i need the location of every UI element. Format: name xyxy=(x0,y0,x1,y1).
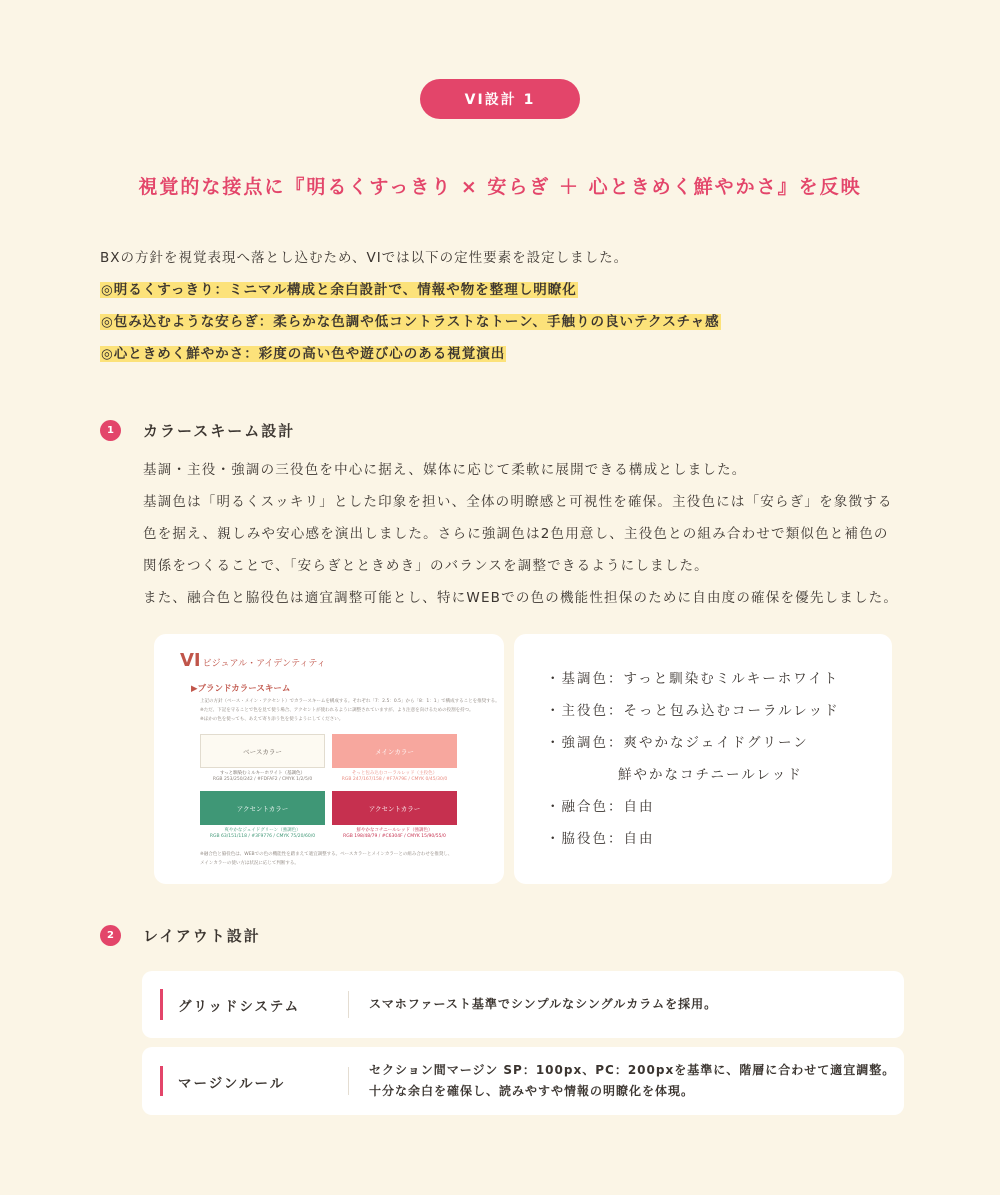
swatch-caption: 鮮やかなコチニールレッド（強調色） xyxy=(356,828,433,833)
section-title: レイアウト設計 xyxy=(143,927,261,945)
vi-subheading: ▶ブランドカラースキーム xyxy=(191,684,291,694)
list-item: ・脇役色：自由 xyxy=(546,831,655,847)
intro-block xyxy=(100,248,721,376)
layout-row-label: マージンルール xyxy=(178,1076,286,1092)
color-role-list xyxy=(546,670,840,862)
layout-row-label: グリッドシステム xyxy=(178,999,301,1015)
list-item: ・主役色：そっと包み込むコーラルレッド xyxy=(546,703,840,719)
swatch-caption: RGB 63/151/118 / #3F9776 / CMYK 75/20/60/0 xyxy=(209,834,316,839)
vi-footer-note: ※融合色と脇役色は、WEBでの色の機能性を踏まえて適宜調整する。ベースカラーとメインカラーとの組み合わせを推奨し、 xyxy=(200,852,453,857)
list-item: ・強調色：爽やかなジェイドグリーン xyxy=(546,735,809,751)
layout-row-text xyxy=(369,1060,895,1102)
section-badge: VI設計 1 xyxy=(420,79,580,119)
section-title: カラースキーム設計 xyxy=(143,422,296,440)
layout-row-text-line: セクション間マージン SP：100px、PC：200pxを基準に、階層に合わせて適宜調整。 xyxy=(369,1063,896,1077)
body-line: 色を据え、親しみや安心感を演出しました。さらに強調色は2色用意し、主役色との組み合わせで類似色と補色の xyxy=(143,526,889,542)
accent-bar xyxy=(160,1066,163,1096)
swatch-caption: 爽やかなジェイドグリーン（強調色） xyxy=(224,828,301,833)
section-2-heading xyxy=(100,925,261,946)
section-1-body xyxy=(143,460,898,620)
swatch-caption: RGB 247/167/158 / #F7A79E / CMYK 0/45/30/0 xyxy=(341,777,448,782)
swatch-main-color: メインカラー xyxy=(332,734,457,768)
section-number-badge: 1 xyxy=(100,420,121,441)
vi-note: ※ただ、下記を守ることで色を見て使う場合、アクセントが使われるように調整されていますが、より注意を向けるための役割を持つ。 xyxy=(200,708,474,713)
color-role-list-card xyxy=(514,634,892,884)
vi-title-big: VI xyxy=(180,650,201,671)
list-item: ・基調色：すっと馴染むミルキーホワイト xyxy=(546,671,840,687)
list-item: 鮮やかなコチニールレッド xyxy=(618,767,803,783)
highlight-item: ◎包み込むような安らぎ：柔らかな色調や低コントラストなトーン、手触りの良いテクスチャ感 xyxy=(101,314,720,330)
vi-note: ※ほかの色を使っても、あえて寄り添う色を使うようにしてください。 xyxy=(200,717,344,722)
vi-footer-note: メインカラーの使い方は状況に応じて判断する。 xyxy=(200,861,299,866)
body-line: 基調色は「明るくスッキリ」とした印象を担い、全体の明瞭感と可視性を確保。主役色には「安らぎ」を象徴する xyxy=(143,494,893,510)
layout-row-text-line: スマホファースト基準でシンプルなシングルカラムを採用。 xyxy=(369,997,718,1011)
swatch-accent-green: アクセントカラー xyxy=(200,791,325,825)
swatch-base-color: ベースカラー xyxy=(200,734,325,768)
vi-title-sub: ビジュアル・アイデンティティ xyxy=(202,659,326,669)
swatch-caption: そっと包み込むコーラルレッド（主役色） xyxy=(351,771,438,776)
layout-row-margin xyxy=(142,1047,904,1115)
section-1-heading xyxy=(100,420,295,441)
swatch-accent-red: アクセントカラー xyxy=(332,791,457,825)
vi-note: 上記の方針（ベース・メイン・アクセント）でカラースキームを構成する。それぞれ「7：2.5：0.5」から「8：1：1」で構成することを推奨する。 xyxy=(200,699,500,704)
vi-title xyxy=(180,650,326,671)
highlight-item: ◎明るくすっきり：ミニマル構成と余白設計で、情報や物を整理し明瞭化 xyxy=(101,282,577,298)
body-line: 関係をつくることで、「安らぎとときめき」のバランスを調整できるようにしました。 xyxy=(143,558,709,574)
section-number-badge: 2 xyxy=(100,925,121,946)
swatch-caption: RGB 198/48/79 / #C6304F / CMYK 15/90/55/0 xyxy=(343,834,446,839)
highlight-item: ◎心ときめく鮮やかさ：彩度の高い色や遊び心のある視覚演出 xyxy=(101,346,506,362)
body-line: また、融合色と脇役色は適宜調整可能とし、特にWEBでの色の機能性担保のために自由度の確保を優先しました。 xyxy=(143,590,899,606)
intro-text: BXの方針を視覚表現へ落とし込むため、VIでは以下の定性要素を設定しました。 xyxy=(100,250,629,266)
page-headline: 視覚的な接点に『明るくすっきり × 安らぎ ＋ 心ときめく鮮やかさ』を反映 xyxy=(138,176,862,198)
layout-row-text-line: 十分な余白を確保し、読みやすや情報の明瞭化を体現。 xyxy=(369,1084,695,1098)
accent-bar xyxy=(160,989,163,1020)
divider xyxy=(348,1067,349,1095)
swatch-caption: すっと馴染むミルキーホワイト（基調色） xyxy=(219,771,306,776)
layout-row-grid xyxy=(142,971,904,1038)
list-item: ・融合色：自由 xyxy=(546,799,655,815)
layout-row-text xyxy=(369,994,717,1015)
swatch-caption: RGB 253/250/242 / #FDFAF2 / CMYK 1/2/5/0 xyxy=(212,777,313,782)
body-line: 基調・主役・強調の三役色を中心に据え、媒体に応じて柔軟に展開できる構成としました。 xyxy=(143,462,747,478)
vi-color-scheme-card xyxy=(154,634,504,884)
divider xyxy=(348,991,349,1018)
